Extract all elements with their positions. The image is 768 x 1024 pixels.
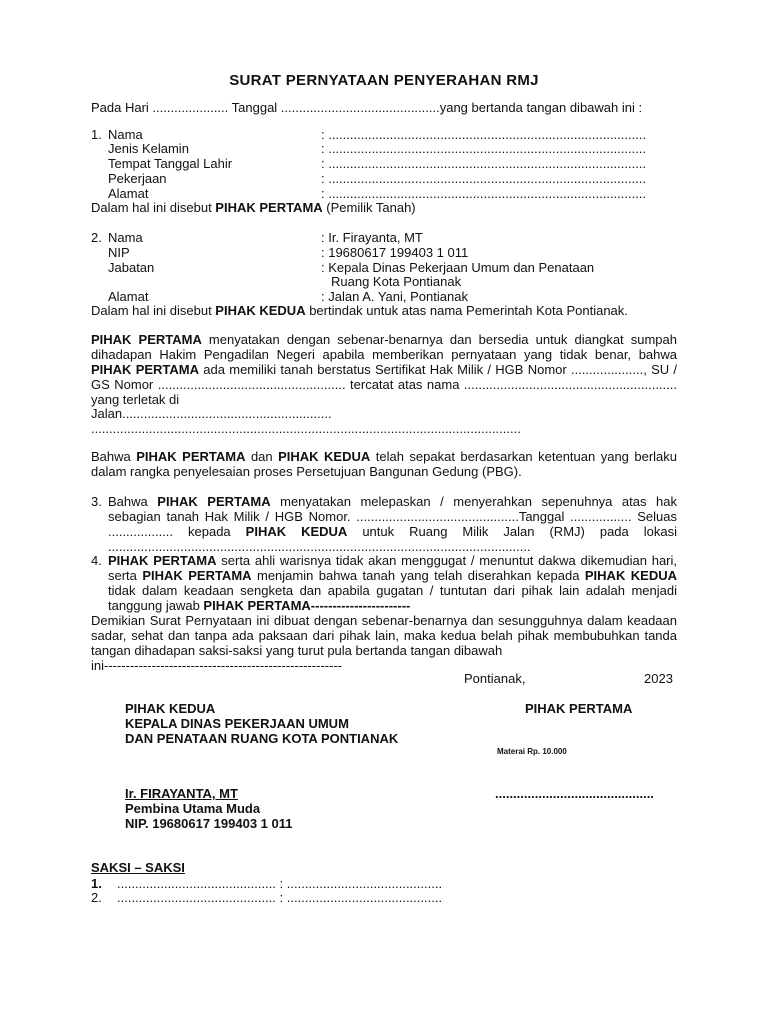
party2-number: 2. (91, 230, 102, 245)
document-title: SURAT PERNYATAAN PENYERAHAN RMJ (229, 72, 539, 89)
witness-1-number: 1. (91, 876, 102, 891)
witness-2-number: 2. (91, 890, 102, 905)
left-sig-rank: Pembina Utama Muda (125, 801, 261, 816)
party1-label-jenis-kelamin: Jenis Kelamin (108, 141, 189, 156)
left-sig-office-1: KEPALA DINAS PEKERJAAN UMUM (125, 716, 349, 731)
left-sig-office-2: DAN PENATAAN RUANG KOTA PONTIANAK (125, 731, 399, 746)
left-sig-title: PIHAK KEDUA (125, 701, 216, 716)
right-sig-name-dots: ............................................ (495, 786, 654, 801)
party1-label-nama: Nama (108, 127, 143, 142)
item4-number: 4. (91, 553, 102, 568)
party1-label-ttl: Tempat Tanggal Lahir (108, 156, 233, 171)
item3-number: 3. (91, 494, 102, 509)
closing-tail: ini------------------------------------------------------- (91, 658, 343, 673)
party1-label-alamat: Alamat (108, 186, 149, 201)
party2-value-nama: : Ir. Firayanta, MT (321, 230, 423, 245)
party1-dots-ttl: : ........................................................................................ (321, 156, 647, 171)
party2-label-nama: Nama (108, 230, 143, 245)
item4-text: PIHAK PERTAMA serta ahli warisnya tidak akan menggugat / menuntut dakwa dikemudian hari, serta PIHAK PERTAMA menjamin bahwa tanah yang telah diserahkan kepada PIHAK KEDUA tidak dalam keadaan sengketa dan apabila gugatan / tuntutan dari pihak lain adalah menjadi tanggung jawab PIHAK PERTAMA----------------------- (108, 553, 678, 613)
party2-value-jabatan-1: : Kepala Dinas Pekerjaan Umum dan Penataan (321, 260, 595, 275)
witness-2-dots: ............................................ : ........................................... (117, 890, 443, 905)
intro-line: Pada Hari ..................... Tanggal ............................................yang bertanda tangan dibawah ini : (91, 100, 643, 115)
left-sig-nip: NIP. 19680617 199403 1 011 (125, 816, 293, 831)
party1-dots-jenis-kelamin: : ........................................................................................ (321, 141, 647, 156)
party2-value-jabatan-2: Ruang Kota Pontianak (331, 274, 462, 289)
witness-1-dots: ............................................ : ........................................... (117, 876, 443, 891)
signing-place: Pontianak, (464, 671, 526, 686)
party1-note: Dalam hal ini disebut PIHAK PERTAMA (Pemilik Tanah) (91, 200, 416, 215)
left-sig-name: Ir. FIRAYANTA, MT (125, 786, 238, 801)
paragraph-agreement: Bahwa PIHAK PERTAMA dan PIHAK KEDUA telah sepakat berdasarkan ketentuan yang berlaku dalam rangka penyelesaian proses Persetujuan Bangunan Gedung (PBG). (91, 449, 678, 479)
paragraph-statement: PIHAK PERTAMA menyatakan dengan sebenar-benarnya dan bersedia untuk diangkat sumpah dihadapan Hakim Pengadilan Negeri apabila memberikan pernyataan yang tidak benar, bahwa PIHAK PERTAMA ada memiliki tanah berstatus Sertifikat Hak Milik / HGB Nomor ...................., SU / GS Nomor .................................................... tercatat atas nama ........................................................... yang terletak di (91, 332, 677, 407)
party2-label-nip: NIP (108, 245, 130, 260)
closing-paragraph: Demikian Surat Pernyataan ini dibuat dengan sebenar-benarnya dan sesungguhnya dalam keadaan sadar, sehat dan tanpa ada paksaan dari pihak lain, maka kedua belah pihak membubuhkan tanda tangan dihadapan saksi-saksi yang turut pula bertanda tangan dibawah (91, 613, 677, 658)
party2-value-alamat: : Jalan A. Yani, Pontianak (321, 289, 468, 304)
party1-dots-nama: : ........................................................................................ (321, 127, 647, 142)
right-sig-title: PIHAK PERTAMA (525, 701, 633, 716)
paragraph-statement-dots: ....................................................................................................................... (91, 421, 521, 436)
party1-dots-alamat: : ........................................................................................ (321, 186, 647, 201)
party1-label-pekerjaan: Pekerjaan (108, 171, 167, 186)
party1-dots-pekerjaan: : ........................................................................................ (321, 171, 647, 186)
paragraph-statement-jalan: Jalan.......................................................... (91, 406, 332, 421)
party2-label-alamat: Alamat (108, 289, 149, 304)
party2-value-nip: : 19680617 199403 1 011 (321, 245, 469, 260)
signing-year: 2023 (644, 671, 673, 686)
party1-number: 1. (91, 127, 102, 142)
item3-text: Bahwa PIHAK PERTAMA menyatakan melepaskan / menyerahkan sepenuhnya atas hak sebagian tanah Hak Milik / HGB Nomor. .............................................Tanggal ................. Seluas .................. kepada PIHAK KEDUA untuk Ruang Milik Jalan (RMJ) pada lokasi ..................................................................................................................... (108, 494, 677, 554)
party2-note: Dalam hal ini disebut PIHAK KEDUA bertindak untuk atas nama Pemerintah Kota Pontianak. (91, 303, 628, 318)
party2-label-jabatan: Jabatan (108, 260, 155, 275)
witness-title: SAKSI – SAKSI (91, 860, 185, 875)
materai-label: Materai Rp. 10.000 (497, 747, 567, 756)
